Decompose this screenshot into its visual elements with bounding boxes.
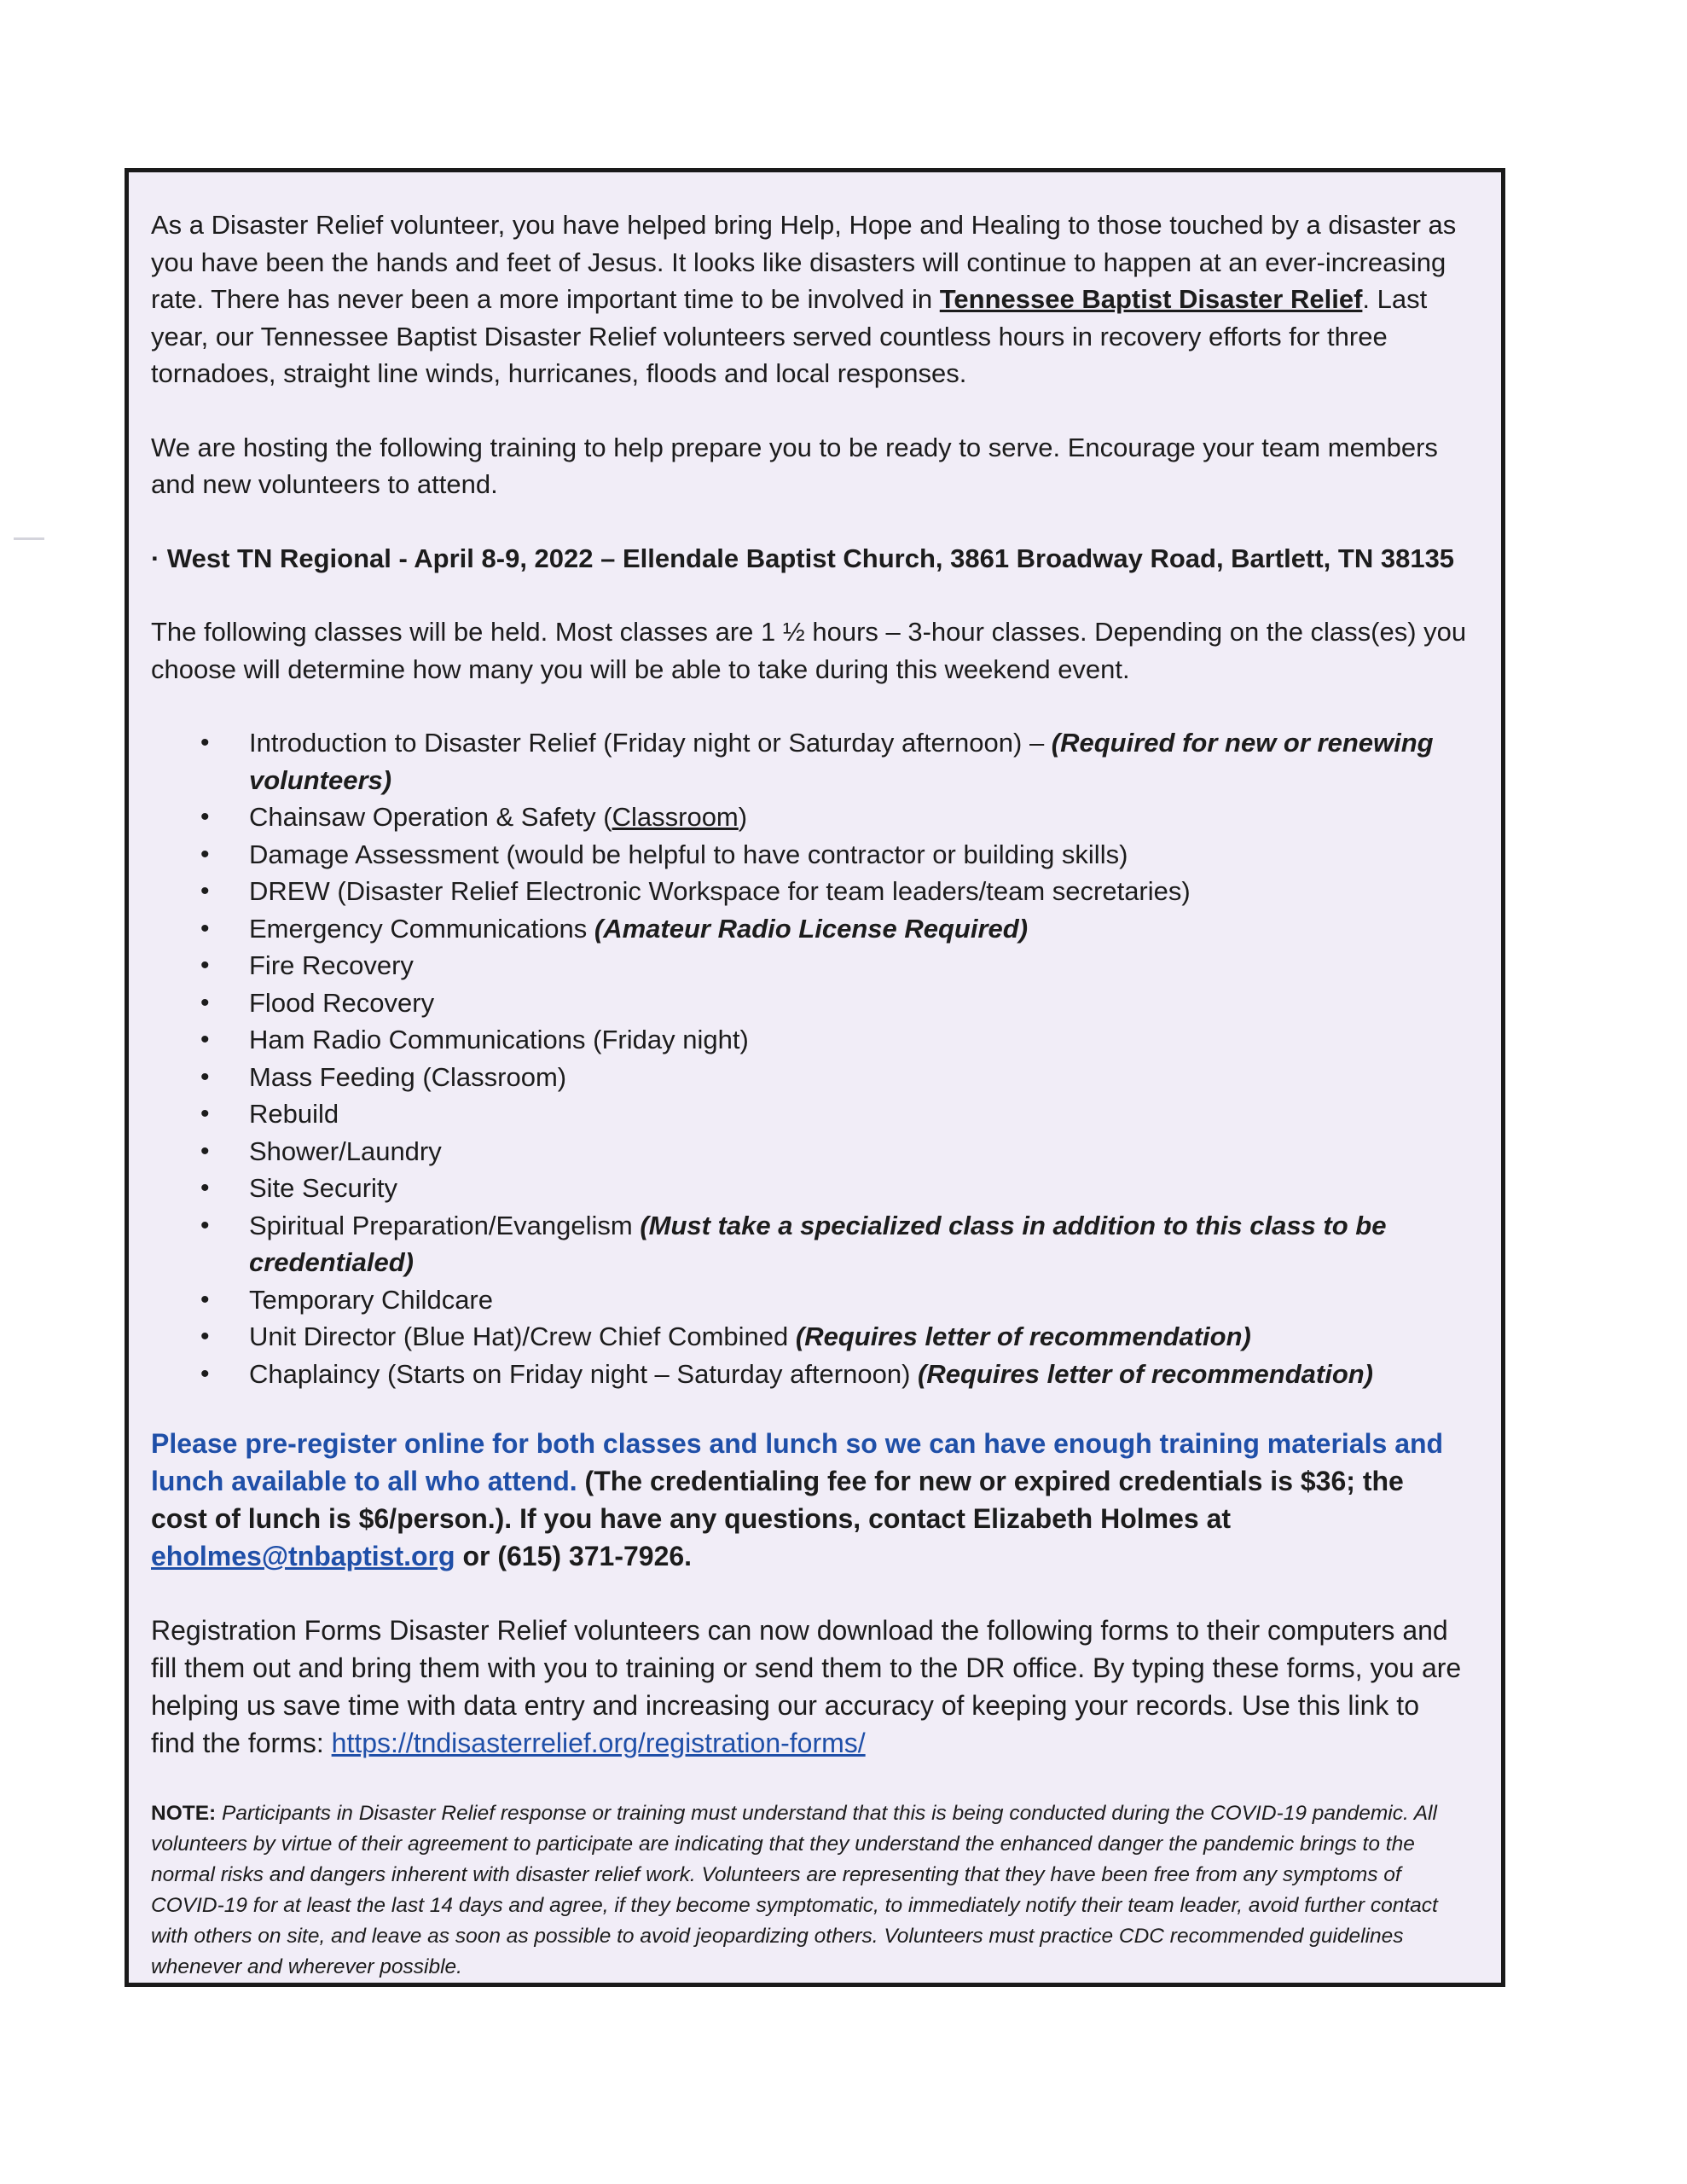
course-item	[200, 836, 1467, 874]
course-requirement: (Requires letter of recommendation)	[918, 1358, 1374, 1389]
forms-text: Registration Forms Disaster Relief volunteers can now download the following forms to their computers and fill them out and bring them with you to training or send them to the DR office. By typing these forms, you are helping us save time with data entry and increasing our accuracy of keeping your records. Use this link to find the forms:	[151, 1615, 1462, 1758]
course-text: Site Security	[249, 1173, 398, 1203]
bullet-icon: •	[200, 914, 210, 943]
bullet-icon: •	[200, 1062, 210, 1091]
forms-paragraph	[151, 1612, 1467, 1762]
bullet-icon: •	[200, 1025, 210, 1054]
hosting-paragraph: We are hosting the following training to help prepare you to be ready to serve. Encourage your team members and new volunteers to attend.	[151, 432, 1438, 499]
course-requirement: (Requires letter of recommendation)	[795, 1321, 1251, 1351]
course-item	[200, 1021, 1467, 1059]
bullet-icon: •	[200, 951, 210, 979]
bullet-icon: •	[200, 803, 210, 831]
course-item	[200, 1318, 1467, 1356]
bullet-icon: •	[200, 1100, 210, 1128]
bullet-icon: •	[200, 1285, 210, 1314]
forms-url-link[interactable]: https://tndisasterrelief.org/registration-forms/	[331, 1728, 866, 1758]
course-text-end: )	[738, 802, 748, 832]
note-label: NOTE:	[151, 1802, 217, 1825]
course-item	[200, 873, 1467, 910]
bullet-icon: •	[200, 988, 210, 1017]
course-text: Unit Director (Blue Hat)/Crew Chief Combined	[249, 1321, 796, 1351]
classes-intro: The following classes will be held. Most classes are 1 ½ hours – 3-hour classes. Depending on the class(es) you choose will determine how many you will be able to take during this weekend event.	[151, 617, 1467, 684]
course-item	[200, 985, 1467, 1022]
scan-mark	[14, 537, 44, 540]
bullet-icon: •	[200, 877, 210, 905]
course-text: Chainsaw Operation & Safety (	[249, 802, 612, 832]
course-list	[151, 724, 1467, 1392]
tbdr-link[interactable]: Tennessee Baptist Disaster Relief	[939, 284, 1363, 314]
intro-text-1: As a Disaster Relief volunteer, you have helped bring Help, Hope and Healing to those touched by a disaster as you have been the hands and feet of Jesus. It looks like disasters will continue to happen at an ever-increasing rate. There has never been a more important time to be involved in	[151, 210, 1457, 314]
course-underlined-text: Classroom	[612, 802, 739, 832]
covid-note	[151, 1798, 1467, 1983]
course-text: Ham Radio Communications (Friday night)	[249, 1025, 749, 1054]
course-item	[200, 910, 1467, 948]
course-item	[200, 1133, 1467, 1170]
course-text: Rebuild	[249, 1099, 339, 1129]
course-item	[200, 1059, 1467, 1096]
course-text: Temporary Childcare	[249, 1284, 493, 1315]
course-text: DREW (Disaster Relief Electronic Workspace for team leaders/team secretaries)	[249, 876, 1191, 906]
course-item	[200, 1170, 1467, 1207]
bullet-icon: •	[200, 1359, 210, 1388]
course-requirement: (Must take a specialized class in addition to this class to be credentialed)	[249, 1210, 1387, 1277]
email-link[interactable]: eholmes@tnbaptist.org	[151, 1541, 455, 1571]
course-item	[200, 1356, 1467, 1393]
course-text: Spiritual Preparation/Evangelism	[249, 1210, 641, 1240]
course-item	[200, 799, 1467, 836]
note-text: Participants in Disaster Relief response or training must understand that this is being conducted during the COVID-19 pandemic. All volunteers by virtue of their agreement to participate are indicating that they understand the enhanced danger the pandemic brings to the normal risks and dangers inherent with disaster relief work. Volunteers are representing that they have been free from any symptoms of COVID-19 for at least the last 14 days and agree, if they become symptomatic, to immediately notify their team leader, avoid further contact with others on site, and leave as soon as possible to avoid jeopardizing others. Volunteers must practice CDC recommended guidelines whenever and wherever possible.	[151, 1802, 1438, 1978]
bullet-icon: •	[200, 1136, 210, 1165]
course-item	[200, 1207, 1467, 1281]
course-item	[200, 1281, 1467, 1319]
course-item	[200, 1095, 1467, 1133]
bullet-icon: •	[200, 1322, 210, 1350]
bullet-icon: •	[200, 1211, 210, 1240]
course-requirement: (Required for new or renewing volunteers)	[249, 728, 1434, 795]
course-item	[200, 947, 1467, 985]
event-line: · West TN Regional - April 8-9, 2022 – Ellendale Baptist Church, 3861 Broadway Road, Bartlett, TN 38135	[151, 543, 1455, 573]
intro-text-2: . Last year, our Tennessee Baptist Disaster Relief volunteers served countless hours in recovery efforts for three tornadoes, straight line winds, hurricanes, floods and local responses.	[151, 284, 1428, 388]
course-text: Damage Assessment (would be helpful to have contractor or building skills)	[249, 839, 1128, 869]
course-text: Fire Recovery	[249, 950, 414, 980]
bullet-icon: •	[200, 839, 210, 868]
course-text: Chaplaincy (Starts on Friday night – Saturday afternoon)	[249, 1358, 919, 1389]
fee-text: (The credentialing fee for new or expired credentials is $36; the cost of lunch is $6/person.). If you have any questions, contact Elizabeth Holmes at	[151, 1466, 1404, 1534]
bullet-icon: •	[200, 729, 210, 757]
course-text: Emergency Communications	[249, 913, 594, 944]
phone-text: or (615) 371-7926.	[455, 1541, 693, 1571]
preregister-highlight: Please pre-register online for both classes and lunch so we can have enough training materials and lunch available to all who attend.	[151, 1428, 1444, 1496]
course-text: Shower/Laundry	[249, 1136, 442, 1166]
preregister-paragraph	[151, 1425, 1467, 1575]
course-text: Mass Feeding (Classroom)	[249, 1061, 567, 1092]
info-box	[125, 168, 1505, 1987]
intro-paragraph	[151, 206, 1467, 392]
course-text: Flood Recovery	[249, 987, 435, 1018]
bullet-icon: •	[200, 1174, 210, 1202]
course-requirement: (Amateur Radio License Required)	[594, 913, 1029, 944]
course-item	[200, 724, 1467, 799]
course-text: Introduction to Disaster Relief (Friday night or Saturday afternoon) –	[249, 728, 1052, 758]
